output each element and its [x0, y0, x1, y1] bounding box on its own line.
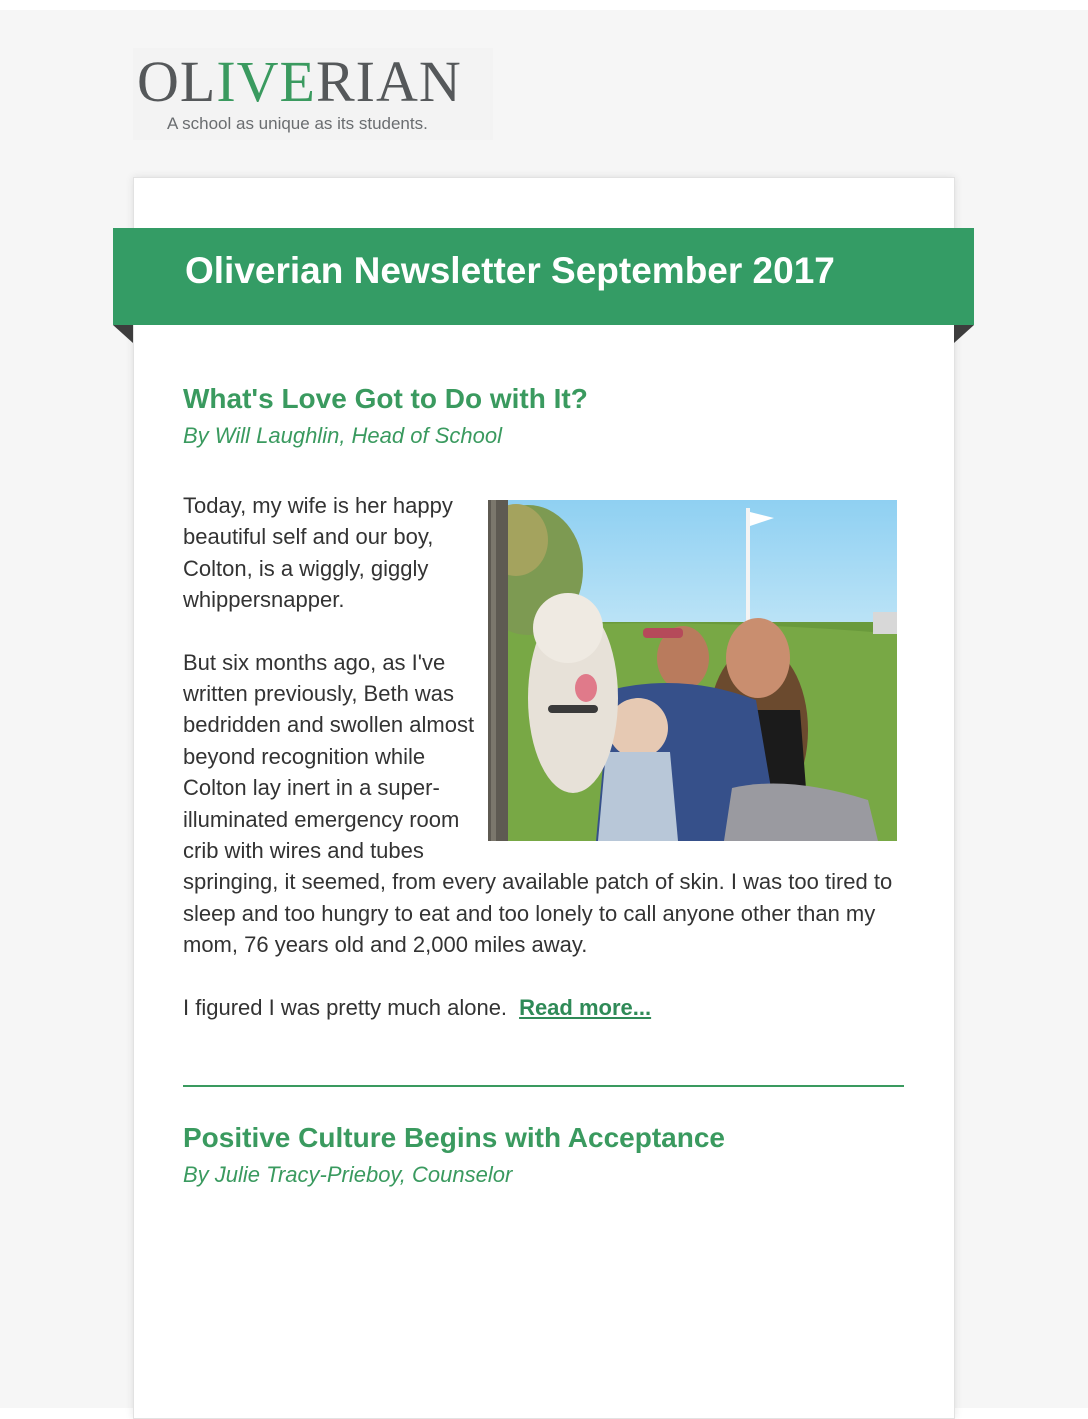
read-more-link[interactable]: Read more... — [519, 994, 652, 1020]
article-byline: By Will Laughlin, Head of School — [183, 423, 502, 448]
article-paragraph — [183, 992, 905, 1023]
article-title[interactable]: What's Love Got to Do with It? — [183, 383, 588, 414]
newsletter-title: Oliverian Newsletter September 2017 — [185, 250, 835, 291]
logo-wordmark: OLIVERIAN — [137, 49, 462, 114]
article-byline: By Julie Tracy-Prieboy, Counselor — [183, 1162, 513, 1187]
article-title[interactable]: Positive Culture Begins with Acceptance — [183, 1122, 725, 1153]
banner-fold-left — [113, 325, 133, 343]
family-photo — [488, 500, 897, 841]
section-divider — [183, 1085, 904, 1087]
article-paragraph-text: I figured I was pretty much alone. — [183, 994, 508, 1020]
article-paragraph: But six months ago, as I've written previously, Beth was bedridden and swollen almost beyond recognition while Colton lay inert in a super-illuminated emergency room crib with wires and tubes springing, it seemed, from every available patch of skin. I was too tired to sleep and too hungry to eat and too lonely to call anyone other than my mom, 76 years old and 2,000 miles away. — [183, 649, 893, 958]
logo-tagline: A school as unique as its students. — [167, 114, 428, 133]
newsletter-banner — [113, 228, 974, 325]
banner-fold-right — [954, 325, 974, 343]
oliverian-logo[interactable] — [133, 48, 493, 140]
article-paragraph: Today, my wife is her happy beautiful self and our boy, Colton, is a wiggly, giggly whippersnapper. — [183, 493, 453, 613]
article-body — [183, 490, 905, 1054]
